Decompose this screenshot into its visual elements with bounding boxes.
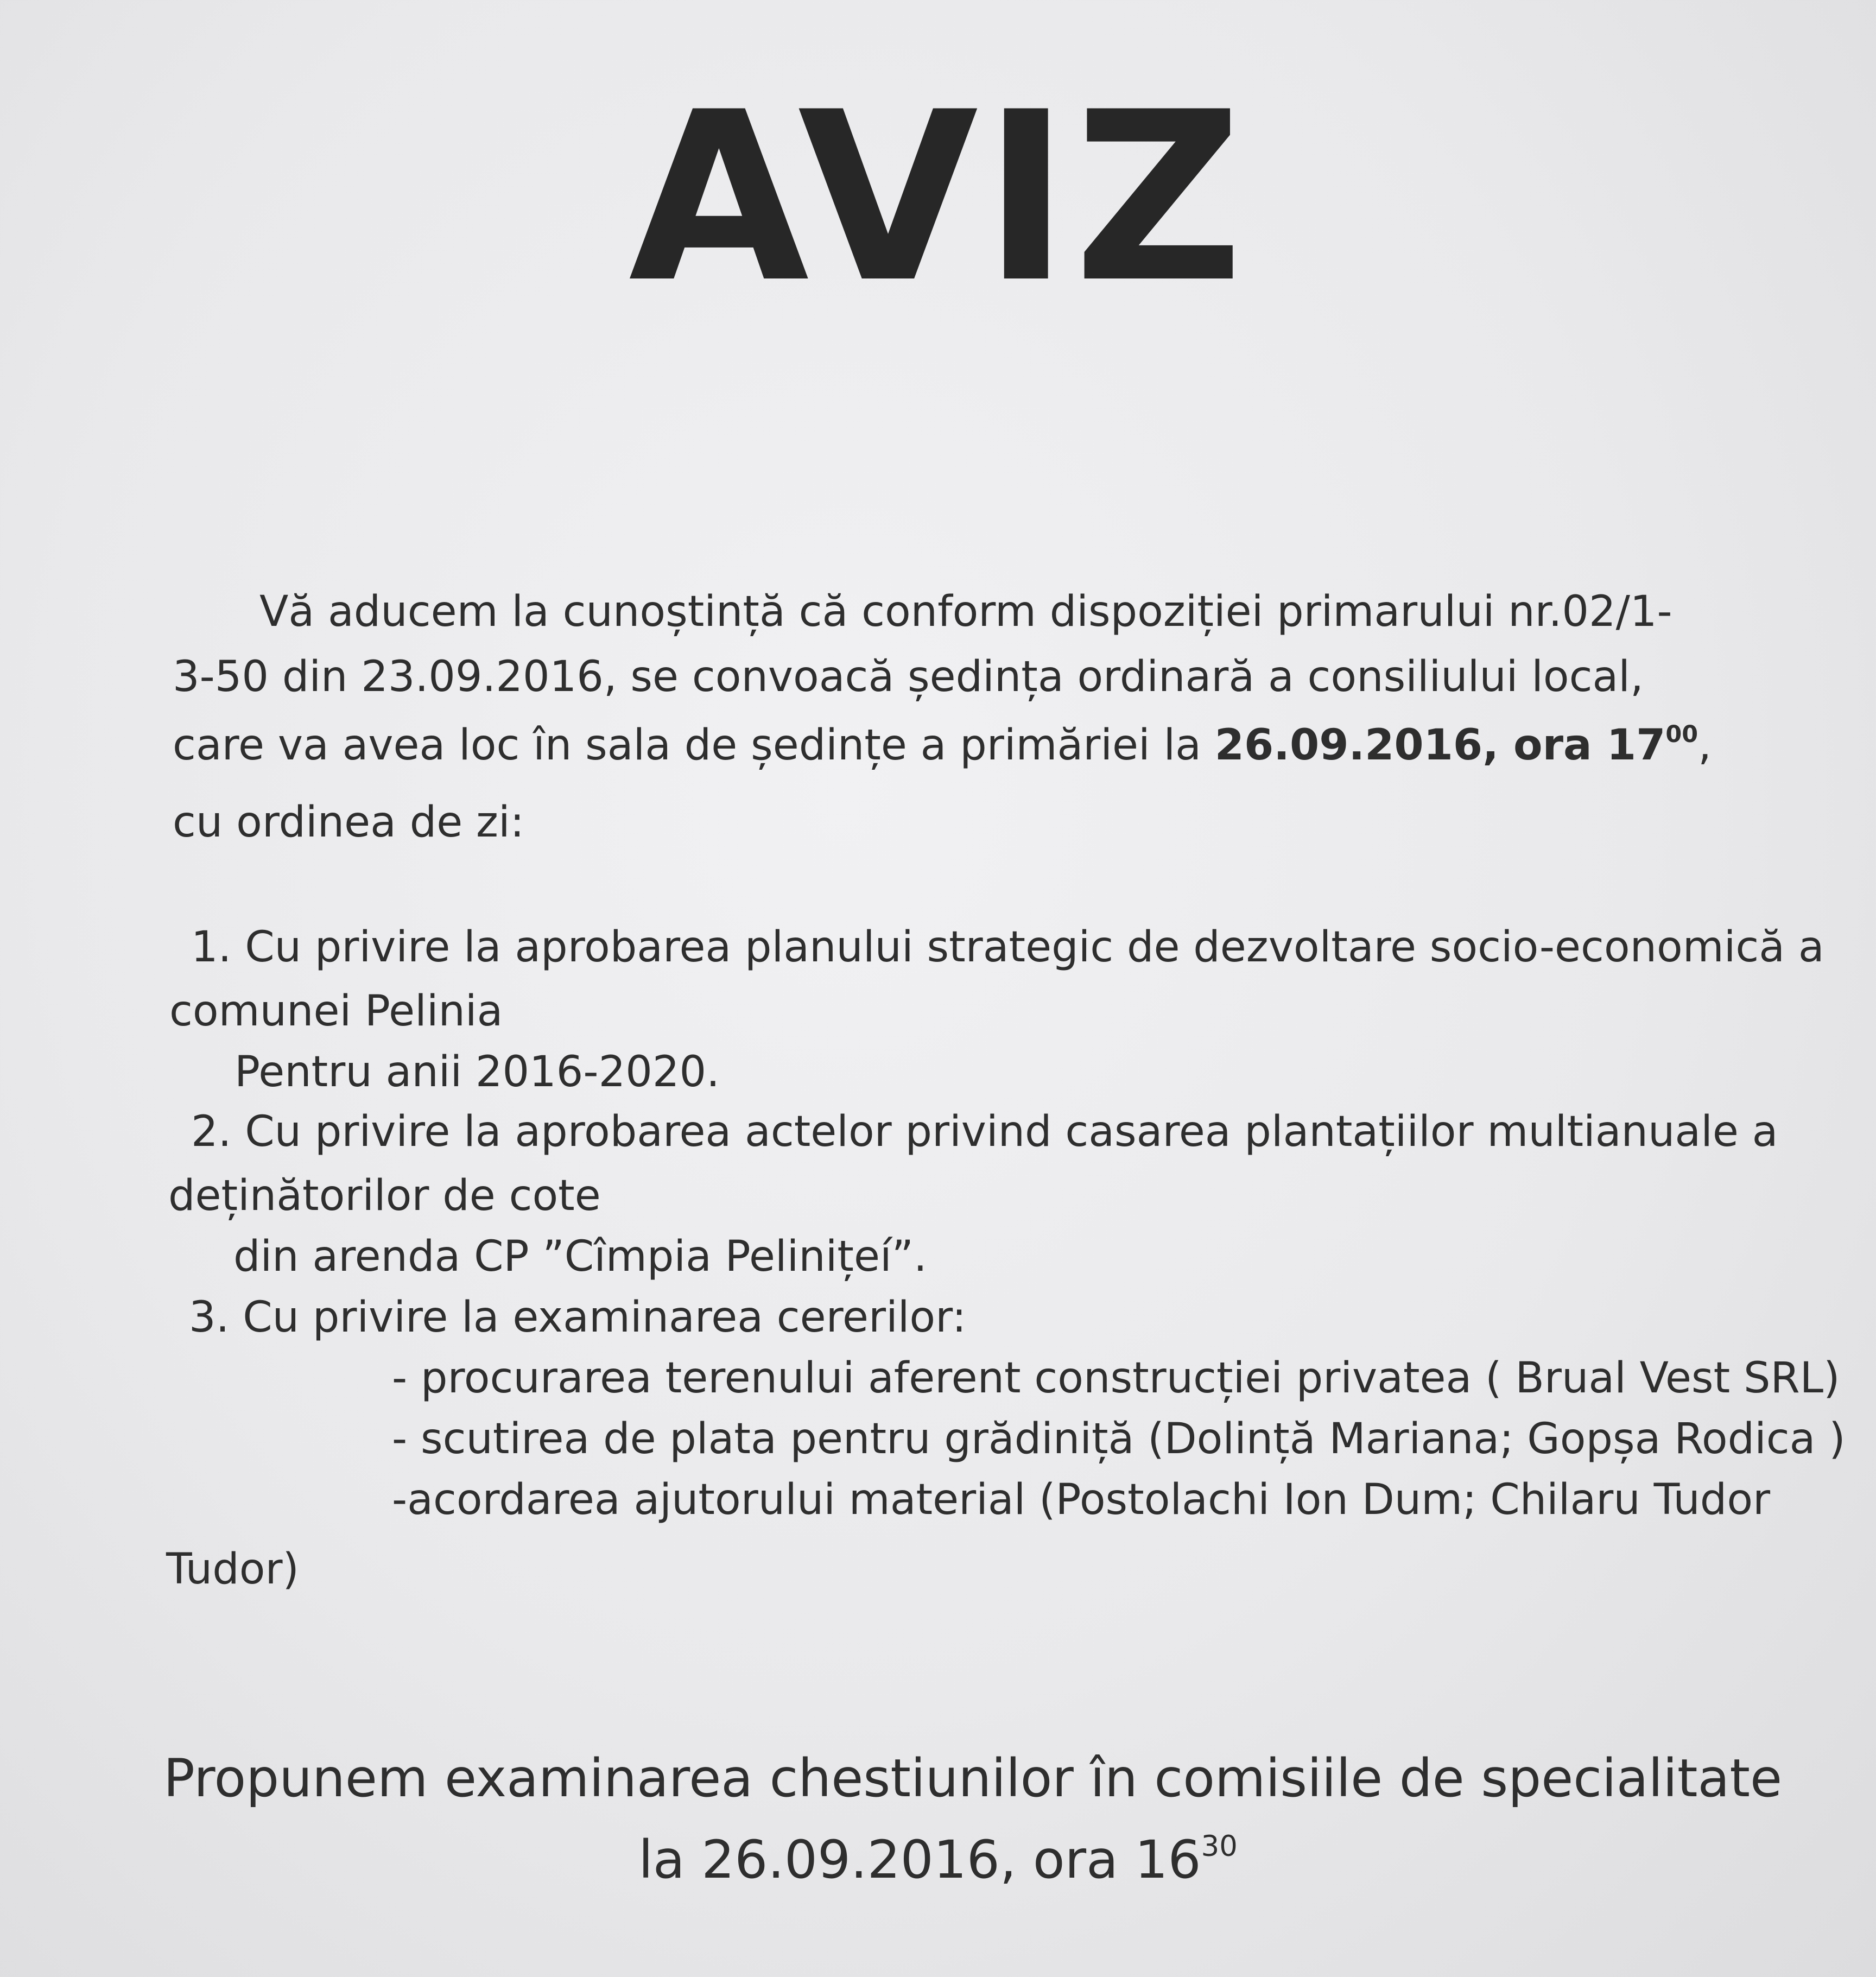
agenda-item-3-line-1: 3. Cu privire la examinarea cererilor:: [189, 1293, 967, 1342]
intro-line-4: cu ordinea de zi:: [173, 798, 524, 847]
agenda-item-1-line-2: comunei Pelinia: [169, 987, 503, 1036]
agenda-subitem-3-continuation: Tudor): [166, 1545, 299, 1594]
meeting-datetime: 26.09.2016, ora $17^{00}$: [1214, 720, 1698, 770]
notice-title: AVIZ: [628, 62, 1248, 334]
agenda-item-2-line-3: din arenda CP ”Cîmpia Pelinițeí”.: [233, 1232, 927, 1281]
intro-line-3: care va avea loc în sala de ședințe a primăriei la 26.09.2016, ora $17^{00}$,: [173, 720, 1712, 770]
agenda-item-2-line-1: 2. Cu privire la aprobarea actelor privind casarea plantațiilor multianuale a: [191, 1107, 1778, 1156]
proposal-time-minutes: 30: [1201, 1830, 1238, 1864]
agenda-item-1-line-3: Pentru anii 2016-2020.: [234, 1048, 720, 1097]
intro-line-1: Vă aducem la cunoștință că conform dispoziției primarului nr.02/1-: [259, 587, 1672, 636]
agenda-subitem-1: - procurarea terenului aferent construcției privatea ( Brual Vest SRL): [392, 1354, 1840, 1403]
agenda-item-2-line-2: deținătorilor de cote: [168, 1171, 601, 1220]
intro-line-2: 3-50 din 23.09.2016, se convoacă ședința ordinară a consiliului local,: [173, 652, 1644, 701]
agenda-subitem-2: - scutirea de plata pentru grădiniță (Dolință Mariana; Gopșa Rodica ): [392, 1415, 1846, 1463]
proposal-line-2: la 26.09.2016, ora $16^{30}$: [638, 1829, 1238, 1890]
intro-line-3-text: care va avea loc în sala de ședințe a primăriei la: [173, 721, 1215, 770]
agenda-subitem-3: -acordarea ajutorului material (Postolachi Ion Dum; Chilaru Tudor: [392, 1475, 1771, 1524]
proposal-line-1: Propunem examinarea chestiunilor în comisiile de specialitate: [163, 1748, 1783, 1809]
agenda-item-1-line-1: 1. Cu privire la aprobarea planului strategic de dezvoltare socio-economică a: [191, 923, 1824, 972]
meeting-time-minutes: 00: [1665, 720, 1698, 748]
